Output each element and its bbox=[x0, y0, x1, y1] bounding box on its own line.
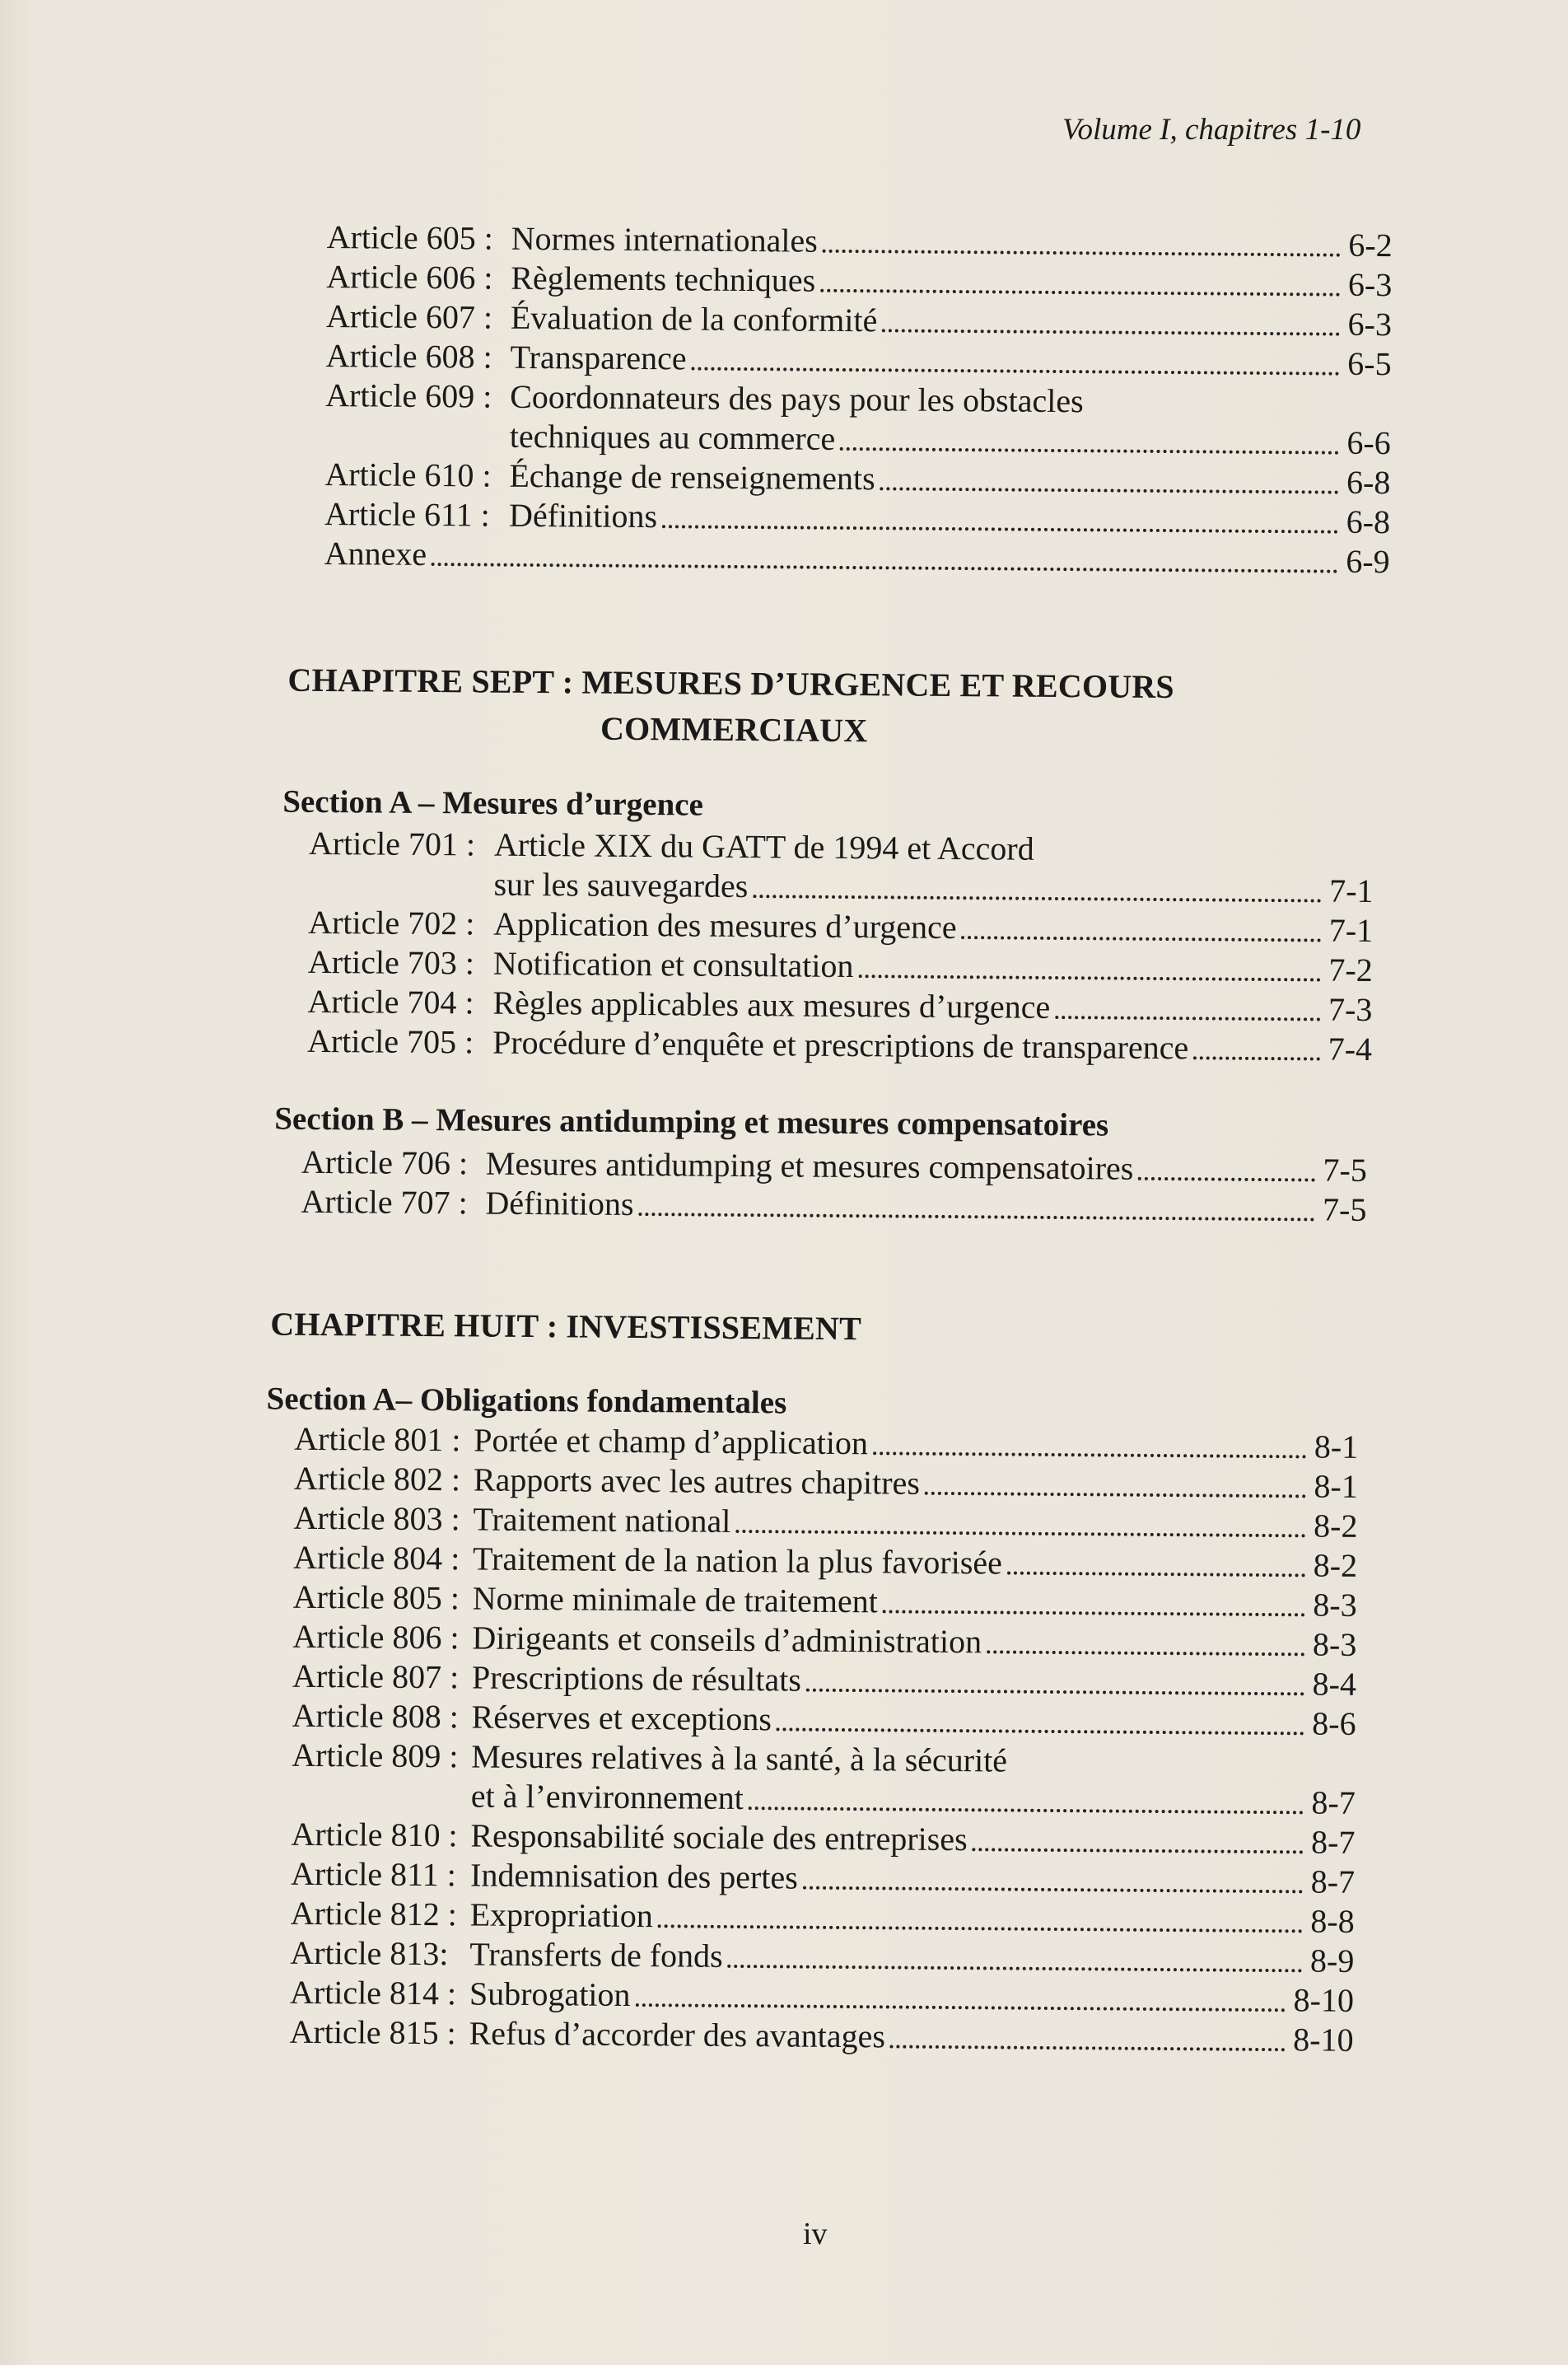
article-number: Article 605 : bbox=[326, 218, 494, 257]
article-title: Définitions bbox=[508, 496, 658, 535]
page-reference: 8-2 bbox=[1313, 1507, 1358, 1545]
article-number: Article 808 : bbox=[292, 1696, 459, 1736]
article-title: Normes internationales bbox=[511, 219, 818, 259]
article-number: Article 706 : bbox=[301, 1143, 469, 1182]
article-title: Rapports avec les autres chapitres bbox=[473, 1461, 921, 1502]
article-number: Article 610 : bbox=[324, 456, 492, 494]
dot-leader bbox=[735, 1530, 1305, 1537]
article-title: Évaluation de la conformité bbox=[510, 298, 878, 339]
page-reference: 8-10 bbox=[1293, 1981, 1355, 2019]
page-reference: 6-5 bbox=[1347, 344, 1392, 383]
dot-leader bbox=[691, 367, 1339, 375]
dot-leader bbox=[1138, 1177, 1314, 1182]
article-number: Article 701 : bbox=[308, 824, 476, 863]
dot-leader bbox=[777, 1727, 1304, 1735]
article-number: Article 705 : bbox=[306, 1021, 474, 1061]
toc-entry-first-line bbox=[325, 376, 1084, 421]
article-title: Règlements techniques bbox=[511, 259, 816, 299]
article-title: Refus d’accorder des avantages bbox=[469, 2014, 886, 2055]
article-number: Article 809 : bbox=[292, 1736, 459, 1775]
page-reference: 7-1 bbox=[1329, 872, 1374, 910]
article-title: Règles applicables aux mesures d’urgence bbox=[492, 984, 1051, 1026]
dot-leader bbox=[873, 1451, 1306, 1458]
article-title: Traitement national bbox=[473, 1500, 731, 1540]
article-title: Notification et consultation bbox=[492, 944, 854, 985]
article-title: Coordonnateurs des pays pour les obstacles bbox=[510, 377, 1084, 420]
article-title: Définitions bbox=[485, 1184, 634, 1222]
dot-leader bbox=[658, 1924, 1303, 1933]
page-reference: 8-1 bbox=[1314, 1467, 1359, 1505]
article-number: Article 812 : bbox=[290, 1894, 458, 1933]
dot-leader bbox=[1193, 1056, 1320, 1060]
toc-entry bbox=[510, 417, 1391, 463]
dot-leader bbox=[987, 1650, 1304, 1656]
toc-entry bbox=[324, 534, 1390, 582]
page-reference: 8-4 bbox=[1312, 1665, 1357, 1703]
page-reference: 8-9 bbox=[1309, 1942, 1355, 1979]
page-reference: 7-1 bbox=[1328, 911, 1374, 950]
article-number: Article 805 : bbox=[292, 1577, 460, 1617]
article-number: Article 803 : bbox=[293, 1498, 460, 1538]
dot-leader bbox=[635, 2003, 1285, 2012]
chapter-eight-heading: CHAPITRE HUIT : INVESTISSEMENT bbox=[270, 1305, 862, 1348]
dot-leader bbox=[638, 1213, 1314, 1221]
toc-entry bbox=[289, 2012, 1353, 2060]
article-title: Procédure d’enquête et prescriptions de transparence bbox=[492, 1023, 1189, 1067]
article-number: Article 807 : bbox=[292, 1657, 460, 1696]
page-reference: 8-2 bbox=[1313, 1546, 1358, 1584]
page-reference: 8-10 bbox=[1293, 2021, 1354, 2059]
page-reference: 6-6 bbox=[1346, 423, 1391, 462]
article-title: Échange de renseignements bbox=[509, 456, 875, 498]
article-number: Article 703 : bbox=[307, 942, 475, 982]
page-reference: 6-8 bbox=[1346, 463, 1391, 502]
chapter-seven-heading: CHAPITRE SEPT : MESURES D’URGENCE ET RECOURS bbox=[287, 661, 1175, 706]
dot-leader bbox=[662, 525, 1338, 533]
page-reference: 8-7 bbox=[1310, 1863, 1356, 1900]
article-number: Article 806 : bbox=[292, 1617, 460, 1657]
dot-leader bbox=[1007, 1572, 1305, 1577]
page-number: iv bbox=[803, 2217, 828, 2251]
article-title: Indemnisation des pertes bbox=[469, 1856, 798, 1896]
article-number: Article 811 : bbox=[290, 1854, 456, 1894]
article-number: Article 704 : bbox=[307, 982, 474, 1021]
article-number: Article 707 : bbox=[301, 1182, 468, 1222]
article-title: Mesures relatives à la santé, à la sécurité bbox=[471, 1737, 1008, 1779]
page-reference: 6-9 bbox=[1346, 542, 1390, 581]
page-reference: 7-4 bbox=[1328, 1030, 1373, 1068]
article-number: Article 609 : bbox=[325, 376, 492, 415]
article-title: Transparence bbox=[510, 338, 687, 377]
dot-leader bbox=[961, 936, 1320, 942]
dot-leader bbox=[858, 975, 1320, 981]
section-a-heading: Section A – Mesures d’urgence bbox=[282, 783, 704, 823]
chapter-seven-heading-cont: COMMERCIAUX bbox=[600, 709, 868, 750]
article-title: Annexe bbox=[324, 535, 427, 573]
section-b-heading: Section B – Mesures antidumping et mesures compensatoires bbox=[274, 1101, 1109, 1143]
running-head: Volume I, chapitres 1-10 bbox=[1062, 113, 1361, 147]
page-reference: 8-7 bbox=[1311, 1783, 1356, 1821]
article-number: Article 813: bbox=[290, 1933, 449, 1973]
page-reference: 8-6 bbox=[1312, 1704, 1356, 1742]
article-title: et à l’environnement bbox=[470, 1777, 744, 1817]
toc-entry bbox=[307, 1021, 1372, 1069]
article-number: Article 802 : bbox=[293, 1459, 461, 1498]
article-number: Article 801 : bbox=[294, 1419, 461, 1459]
toc-entry bbox=[493, 865, 1373, 911]
toc-entry-first-line bbox=[309, 824, 1034, 869]
article-title: Réserves et exceptions bbox=[471, 1698, 772, 1738]
article-title: Portée et champ d’application bbox=[474, 1421, 869, 1462]
article-title: Mesures antidumping et mesures compensatoires bbox=[485, 1144, 1134, 1187]
article-number: Article 702 : bbox=[308, 903, 475, 942]
chapter-eight-section-a-heading: Section A– Obligations fondamentales bbox=[266, 1381, 787, 1421]
article-number: Article 607 : bbox=[325, 297, 493, 336]
dot-leader bbox=[823, 250, 1341, 257]
article-title: techniques au commerce bbox=[509, 417, 836, 457]
toc-entry bbox=[301, 1182, 1366, 1230]
article-number: Article 606 : bbox=[326, 258, 493, 297]
article-title: Application des mesures d’urgence bbox=[493, 904, 957, 946]
toc-entry-first-line bbox=[292, 1736, 1007, 1781]
dot-leader bbox=[728, 1965, 1302, 1972]
page-reference: 6-2 bbox=[1348, 226, 1393, 264]
dot-leader bbox=[749, 1806, 1304, 1814]
dot-leader bbox=[840, 447, 1338, 455]
article-number: Article 804 : bbox=[292, 1538, 460, 1577]
article-title: Transferts de fonds bbox=[469, 1935, 723, 1975]
dot-leader bbox=[432, 563, 1337, 573]
article-title: sur les sauvegardes bbox=[493, 865, 749, 905]
page-reference: 7-5 bbox=[1322, 1190, 1367, 1228]
article-title: Responsabilité sociale des entreprises bbox=[470, 1816, 968, 1858]
article-title: Subrogation bbox=[469, 1975, 631, 2013]
page-reference: 8-3 bbox=[1312, 1625, 1357, 1663]
dot-leader bbox=[890, 2045, 1285, 2051]
article-title: Dirigeants et conseils d’administration bbox=[472, 1619, 982, 1661]
dot-leader bbox=[803, 1886, 1303, 1894]
page-reference: 6-3 bbox=[1347, 265, 1393, 304]
article-number: Article 814 : bbox=[289, 1973, 457, 2012]
page-reference: 7-5 bbox=[1323, 1151, 1368, 1189]
page-reference: 6-8 bbox=[1346, 502, 1391, 541]
article-title: Prescriptions de résultats bbox=[471, 1658, 802, 1699]
dot-leader bbox=[806, 1689, 1304, 1696]
page-reference: 8-3 bbox=[1313, 1586, 1357, 1624]
article-title: Article XIX du GATT de 1994 et Accord bbox=[493, 825, 1034, 867]
dot-leader bbox=[882, 329, 1339, 335]
dot-leader bbox=[883, 1610, 1305, 1616]
dot-leader bbox=[925, 1492, 1306, 1498]
page-reference: 7-2 bbox=[1328, 951, 1373, 989]
page-reference: 8-7 bbox=[1310, 1823, 1356, 1861]
article-number: Article 810 : bbox=[291, 1815, 458, 1854]
dot-leader bbox=[753, 895, 1321, 902]
article-number: Article 608 : bbox=[325, 337, 492, 376]
page-reference: 6-3 bbox=[1347, 305, 1393, 344]
article-title: Traitement de la nation la plus favorisée bbox=[472, 1540, 1003, 1582]
dot-leader bbox=[880, 487, 1338, 493]
page-reference: 8-1 bbox=[1314, 1428, 1359, 1465]
dot-leader bbox=[820, 289, 1340, 297]
toc-entry bbox=[471, 1776, 1356, 1822]
page-reference: 7-3 bbox=[1328, 990, 1373, 1029]
dot-leader bbox=[973, 1848, 1304, 1853]
page-reference: 8-8 bbox=[1310, 1902, 1355, 1940]
article-title: Norme minimale de traitement bbox=[472, 1579, 878, 1620]
article-title: Expropriation bbox=[469, 1895, 654, 1935]
dot-leader bbox=[1055, 1016, 1320, 1021]
article-number: Article 611 : bbox=[324, 495, 490, 534]
article-number: Article 815 : bbox=[289, 2012, 456, 2052]
